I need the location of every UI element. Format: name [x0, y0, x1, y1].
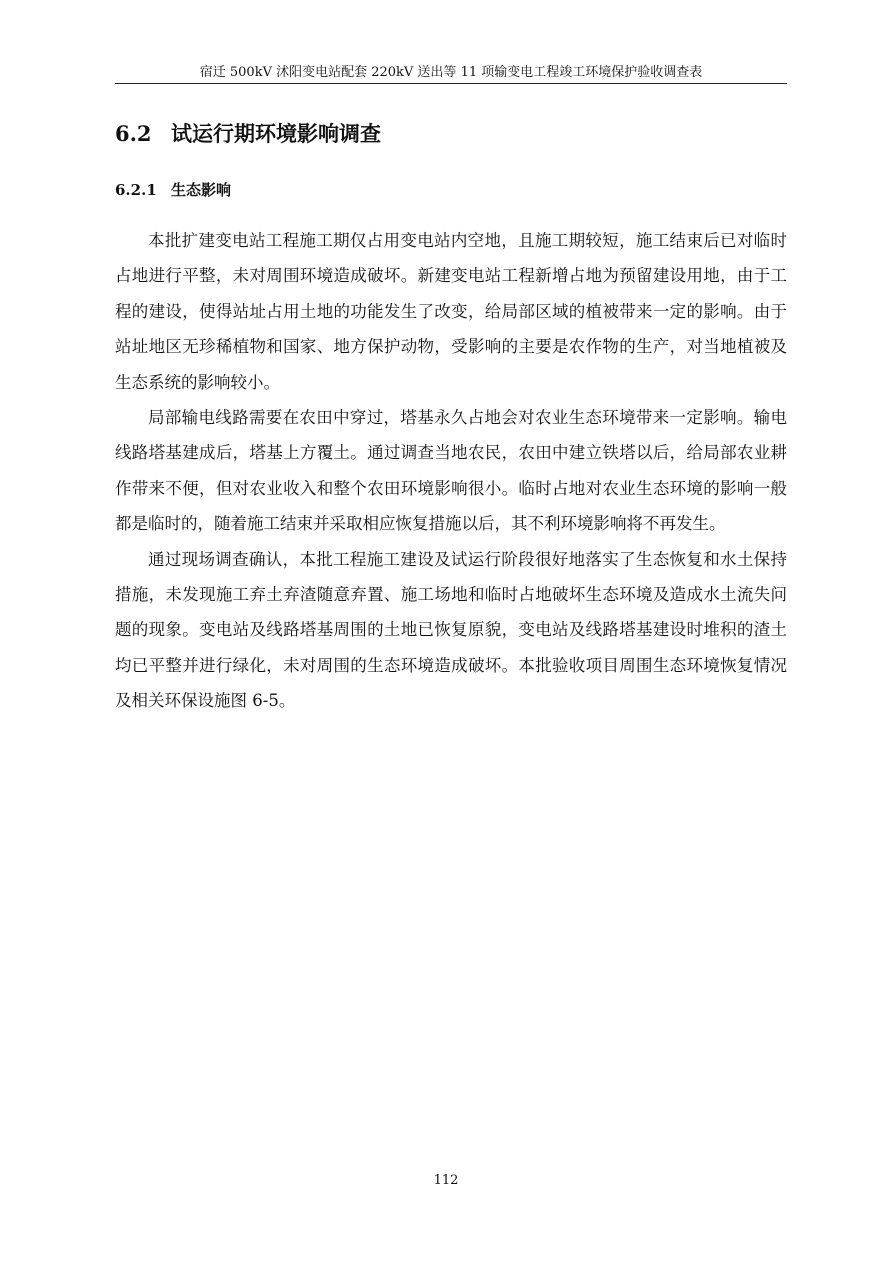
section-heading [115, 119, 381, 149]
page-number: 112 [433, 1173, 459, 1188]
subsection-heading [115, 178, 231, 202]
running-header: 宿迁 500kV 沭阳变电站配套 220kV 送出等 11 项输变电工程竣工环境保护验收调查表 [199, 65, 703, 80]
subsection-title: 生态影响 [171, 181, 232, 199]
section-title: 试运行期环境影响调查 [171, 121, 381, 146]
subsection-number: 6.2.1 [115, 181, 157, 199]
paragraph-substation-impact: 本批扩建变电站工程施工期仅占用变电站内空地，且施工期较短，施工结束后已对临时占地进行平整，未对周围环境造成破坏。新建变电站工程新增占地为预留建设用地，由于工程的建设，使得站址占用土地的功能发生了改变，给局部区域的植被带来一定的影响。由于站址地区无珍稀植物和国家、地方保护动物，受影响的主要是农作物的生产，对当地植被及生态系统的影响较小。 [115, 231, 787, 392]
paragraph-field-survey: 通过现场调查确认，本批工程施工建设及试运行阶段很好地落实了生态恢复和水土保持措施，未发现施工弃土弃渣随意弃置、施工场地和临时占地破坏生态环境及造成水土流失问题的现象。变电站及线路塔基周围的土地已恢复原貌，变电站及线路塔基建设时堆积的渣土均已平整并进行绿化，未对周围的生态环境造成破坏。本批验收项目周围生态环境恢复情况及相关环保设施图 6-5。 [115, 549, 787, 711]
paragraph-line-impact: 局部输电线路需要在农田中穿过，塔基永久占地会对农业生态环境带来一定影响。输电线路塔基建成后，塔基上方覆土。通过调查当地农民，农田中建立铁塔以后，给局部农业耕作带来不便，但对农业收入和整个农田环境影响很小。临时占地对农业生态环境的影响一般都是临时的，随着施工结束并采取相应恢复措施以后，其不利环境影响将不再发生。 [115, 408, 787, 534]
body-text [115, 223, 787, 719]
section-number: 6.2 [115, 121, 152, 146]
header-rule [115, 83, 787, 84]
